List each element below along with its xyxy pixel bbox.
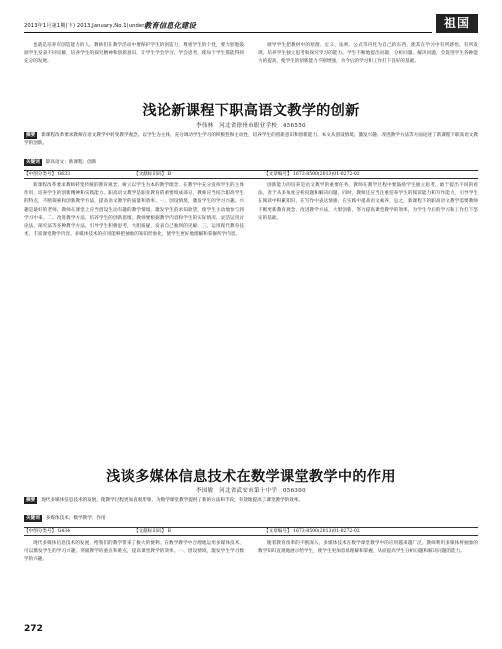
article-2-left-col [24, 540, 244, 620]
article-1-right-col [258, 182, 478, 460]
journal-logo: 祖国 [436, 14, 478, 33]
article-id: 【文章编号】 1673-8500(2013)01-0272-02 [264, 172, 360, 177]
paragraph: 也就是培养有创造能力的人。教师们在教学活动中要保护学生的创造力，尊重学生的个性，要大胆地鼓励学生发表不同见解，培养学生的探究精神和创新意识，让学生学会学习，学会思考，使每个学生都能得到充分的发展。 [24, 43, 244, 65]
article-1-author: 李伟林 河北省徐州市职业学校 456550 [196, 123, 306, 129]
header-rule [24, 32, 432, 33]
page-header [24, 14, 478, 34]
abstract-text: 现代多媒体信息技术的发展，使教学过程更加直观形象，为数学课堂教学提供了新的方法和手段，有效地提高了课堂教学的效率。 [41, 498, 304, 503]
abstract-label: 摘要 [26, 133, 36, 138]
article-1-left-col [24, 182, 244, 460]
keywords-text: 职高语文；新课程；创新 [45, 160, 97, 165]
clc-number: 【中图分类号】 G434 [24, 529, 71, 534]
prev-article-right-col [258, 42, 478, 94]
article-2-right-col [258, 540, 478, 620]
paragraph: 现代多媒体信息技术的发展，给我们的教学带来了极大的便利。在数学教学中合理地运用多媒体技术，可以激发学生的学习兴趣，突破教学的重点和难点，提高课堂教学的效率。一、创设情境，激发学生学习数学的兴趣。 [24, 541, 244, 563]
article-2-abstract [24, 497, 478, 514]
keywords-label: 关键词 [26, 516, 40, 521]
document-code: 【文献标识码】 B [134, 529, 171, 534]
article-2-author: 李国敏 河北省武安市第十中学 056300 [196, 488, 306, 494]
page-number: 272 [24, 624, 43, 634]
article-1-meta [24, 170, 478, 179]
prev-article-left-col [24, 42, 244, 94]
keywords-text: 多媒体技术；数学教学；作用 [45, 516, 106, 521]
keywords-label: 关键词 [26, 160, 40, 165]
paragraph: 新课程改革要求教师转变传统的教育观念，树立以学生为本的教学理念，在教学中充分发挥学生的主体作用，培养学生的创新精神和实践能力。职高语文教学是职业教育的重要组成部分，教师应当结合职高学生的特点，不断探索和创新教学方法，提高语文教学的质量和效率。一、创设情境，激发学生的学习兴趣。兴趣是最好的老师，教师在课堂上应当创设生动有趣的教学情境，激发学生的求知欲望，使学生主动地参与到学习中来。二、改进教学方法，培养学生的创新思维。教师要根据教学内容和学生的实际情况，灵活运用讨论法、探究法等多种教学方法，引导学生积极思考，大胆质疑，发表自己独到的见解。三、运用现代教育技术，丰富课堂教学内容。多媒体技术的应用能够把抽象的知识形象化，使学生更好地理解和掌握所学内容。 [24, 183, 244, 238]
clc-number: 【中图分类号】 G633 [24, 172, 71, 177]
journal-section-title: 教育信息化建设 [144, 21, 196, 30]
article-2-keywords [24, 515, 478, 523]
article-1-abstract [24, 132, 478, 157]
paragraph: 调导学生把教材中的原理、定义、法则、公式等内化为自己的东西，使其在学习中有所感悟，有所发现，培养学生独立思考和探究学习的能力。学生不断地提出问题、分析问题、解决问题，会促进学生各种能力的提高，使学生的创新能力不断增强，为今后的学习和工作打下良好的基础。 [258, 43, 478, 65]
issue-info: 2013年1月第1期(下) 2013,January,No.1(under) [24, 23, 147, 29]
article-1-keywords [24, 159, 478, 167]
paragraph: 随着教育改革的不断深入，多媒体技术在数学课堂教学中的应用越来越广泛。教师利用多媒体将抽象的数学知识直观地展示给学生，使学生更加容易理解和掌握，从而提高学生分析问题和解决问题的能力。 [258, 541, 478, 555]
article-2-title: 浅谈多媒体信息技术在数学课堂教学中的作用 [106, 469, 396, 485]
abstract-label: 摘要 [26, 498, 36, 503]
article-id: 【文章编号】 1673-8500(2013)01-0272-02 [264, 529, 360, 534]
article-1-title: 浅论新课程下职高语文教学的创新 [142, 103, 360, 119]
paragraph: 创新能力的培养是语文教学的重要任务。教师在教学过程中要鼓励学生独立思考，敢于提出不同的看法，善于从多角度分析问题和解决问题。同时，教师还应当注重培养学生的阅读能力和写作能力，引导学生在阅读中积累知识，在写作中表达情感，在实践中提高语文素养。总之，新课程下的职高语文教学需要教师不断更新教育观念，改进教学方法，大胆创新，努力提高课堂教学的效率，为学生今后的学习和工作打下坚实的基础。 [258, 183, 478, 221]
article-2-meta [24, 527, 478, 536]
document-code: 【文献标识码】 B [134, 172, 171, 177]
abstract-text: 新课程改革要求教师在语文教学中转变教学观念，以学生为主体，充分调动学生学习的积极性和主动性，培养学生的创新意识和创新能力。本文从创设情境、激发兴趣、改进教学方法等方面论述了新课程下职高语文教学的创新。 [24, 133, 478, 147]
